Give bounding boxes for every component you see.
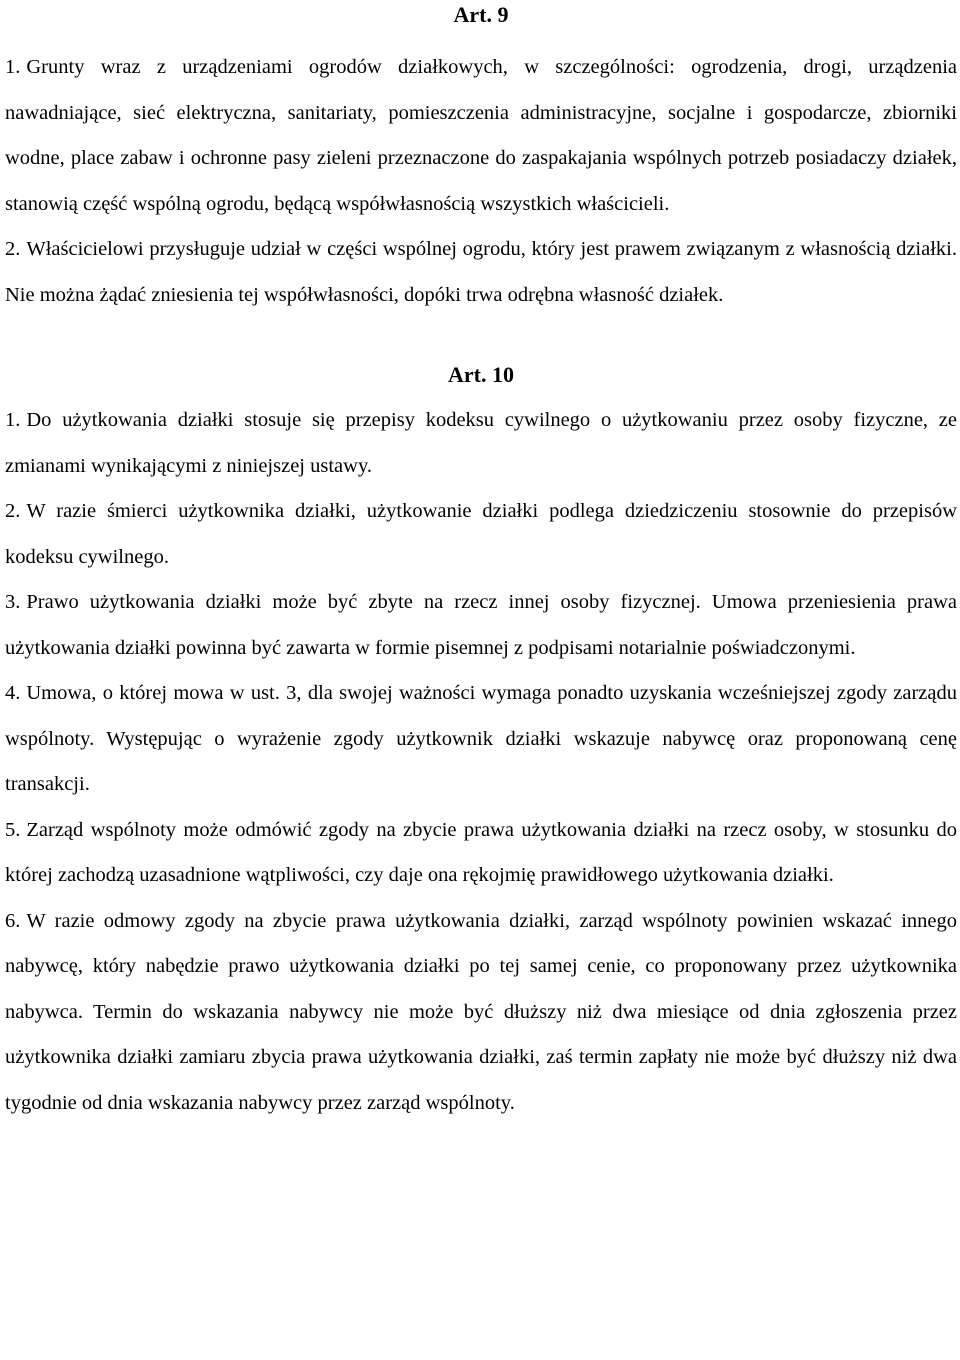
paragraph-number: 3. — [5, 591, 21, 613]
article-10 — [5, 360, 957, 1126]
paragraph-text: Zarząd wspólnoty może odmówić zgody na zbycie prawa użytkowania działki na rzecz osoby, w stosunku do której zachodzą uzasadnione wątpliwości, czy daje ona rękojmię prawidłowego użytkowania działki. — [5, 818, 957, 886]
paragraph — [5, 398, 957, 489]
paragraph — [5, 671, 957, 808]
paragraph — [5, 899, 957, 1127]
paragraph-text: Umowa, o której mowa w ust. 3, dla swojej ważności wymaga ponadto uzyskania wcześniejszej zgody zarządu wspólnoty. Występując o wyrażenie zgody użytkownik działki wskazuje nabywcę oraz proponowaną cenę transakcji. — [5, 682, 957, 795]
paragraph-number: 5. — [5, 818, 21, 841]
article-heading: Art. 9 — [453, 2, 509, 27]
paragraph-number: 4. — [5, 682, 21, 704]
paragraph — [5, 489, 957, 580]
paragraph-text: Grunty wraz z urządzeniami ogrodów działkowych, w szczególności: ogrodzenia, drogi, urządzenia nawadniające, sieć elektryczna, sanitariaty, pomieszczenia administracyjne, socjalne i gospodarcze, zbiorniki wodne, place zabaw i ochronne pasy zieleni przeznaczone do zaspakajania wspólnych potrzeb posiadaczy działek, stanowią część wspólną ogrodu, będącą współwłasnością wszystkich właścicieli. — [5, 56, 957, 215]
paragraph-number: 1. — [5, 409, 21, 431]
document-page — [5, 0, 957, 1126]
paragraph-text: W razie śmierci użytkownika działki, użytkowanie działki podlega dziedziczeniu stosownie do przepisów kodeksu cywilnego. — [5, 500, 957, 568]
article-9 — [5, 0, 957, 318]
paragraph-text: Właścicielowi przysługuje udział w części wspólnej ogrodu, który jest prawem związanym z własnością działki. Nie można żądać zniesienia tej współwłasności, dopóki trwa odrębna własność działek. — [5, 238, 957, 306]
paragraph-number: 1. — [5, 56, 21, 78]
paragraph — [5, 227, 957, 318]
paragraph-text: Prawo użytkowania działki może być zbyte na rzecz innej osoby fizycznej. Umowa przeniesienia prawa użytkowania działki powinna być zawarta w formie pisemnej z podpisami notarialnie poświadczonymi. — [5, 591, 957, 659]
article-heading: Art. 10 — [448, 362, 514, 387]
paragraph — [5, 45, 957, 227]
paragraph-number: 2. — [5, 500, 21, 522]
paragraph — [5, 808, 957, 899]
paragraph-number: 6. — [5, 909, 21, 932]
paragraph-text: Do użytkowania działki stosuje się przepisy kodeksu cywilnego o użytkowaniu przez osoby fizyczne, ze zmianami wynikającymi z niniejszej ustawy. — [5, 409, 957, 477]
paragraph — [5, 580, 957, 671]
paragraph-number: 2. — [5, 238, 21, 260]
paragraph-text: W razie odmowy zgody na zbycie prawa użytkowania działki, zarząd wspólnoty powinien wskazać innego nabywcę, który nabędzie prawo użytkowania działki po tej samej cenie, co proponowany przez użytkownika nabywca. Termin do wskazania nabywcy nie może być dłuższy niż dwa miesiące od dnia zgłoszenia przez użytkownika działki zamiaru zbycia prawa użytkowania działki, zaś termin zapłaty nie może być dłuższy niż dwa tygodnie od dnia wskazania nabywcy przez zarząd wspólnoty. — [5, 909, 957, 1114]
